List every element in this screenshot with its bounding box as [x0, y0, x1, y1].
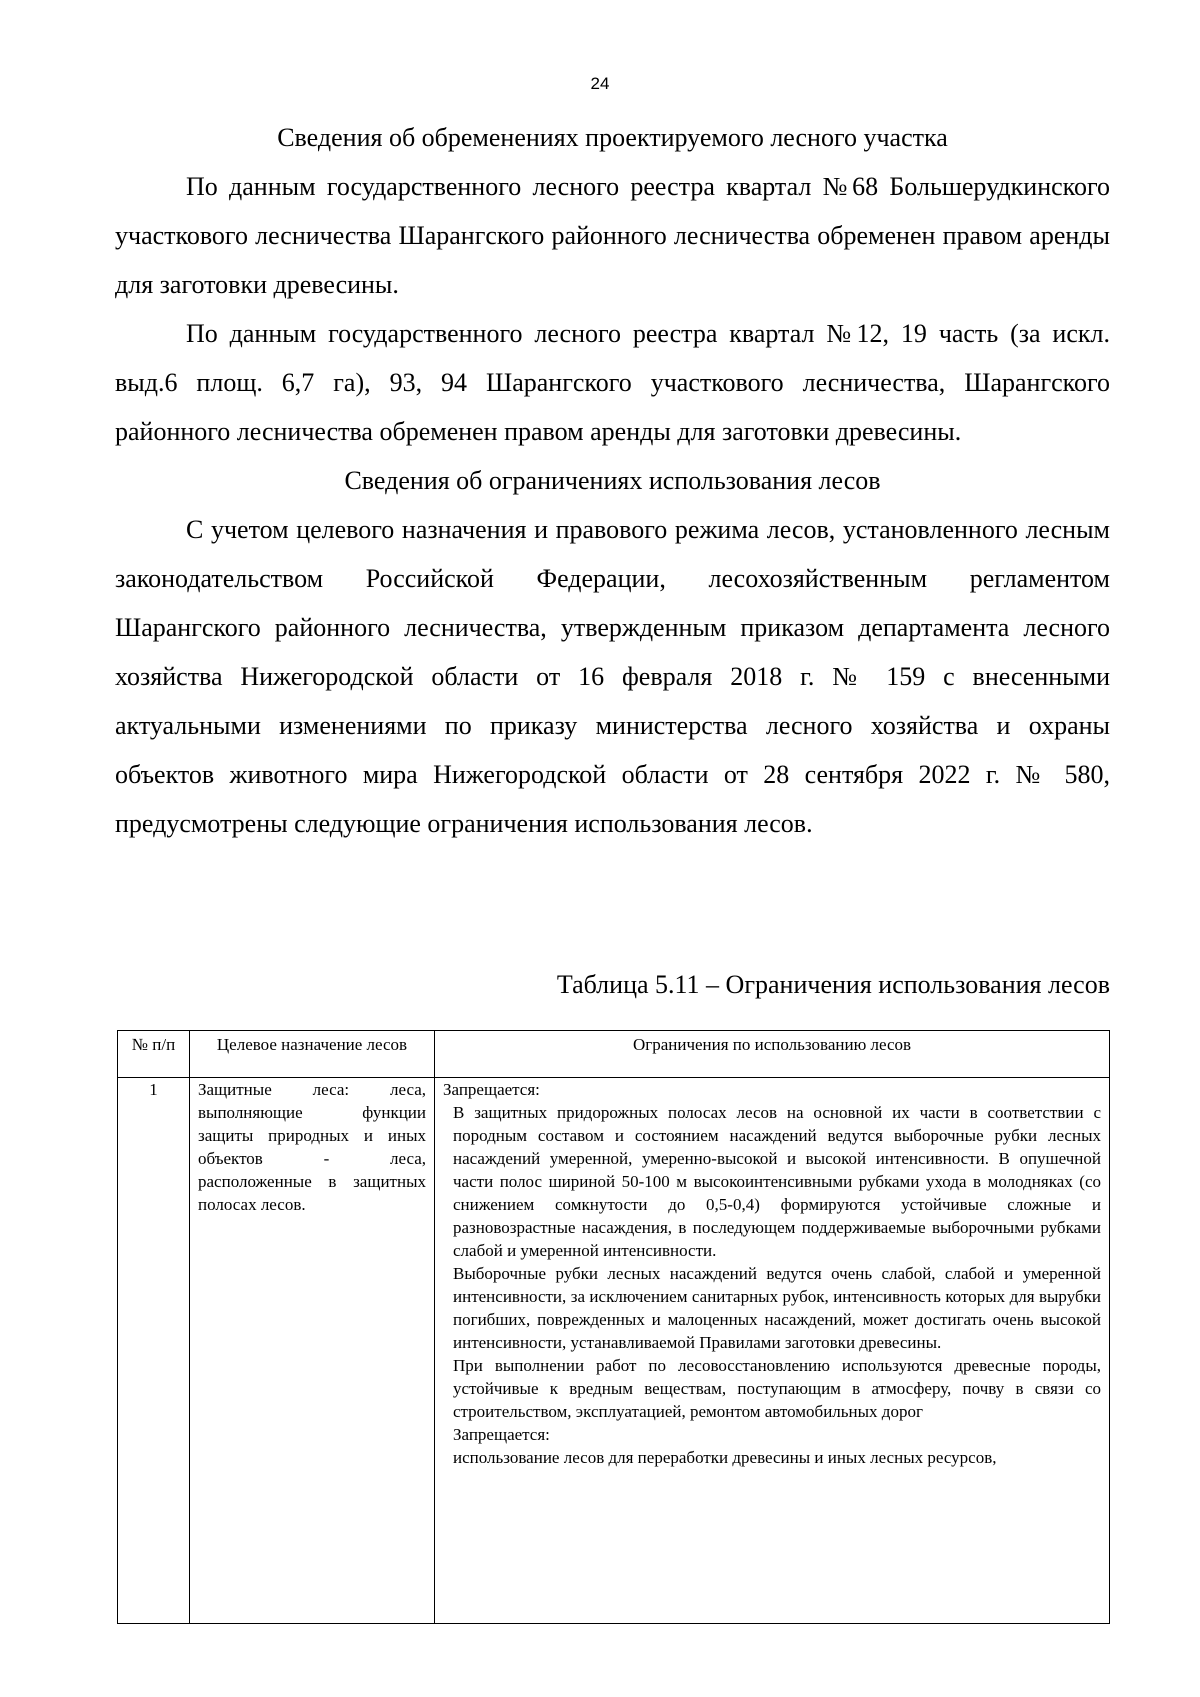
- row-restrictions: [435, 1078, 1110, 1624]
- body-text: [115, 113, 1110, 848]
- paragraph-encumbrance-2: По данным государственного лесного реестра квартал №12, 19 часть (за искл. выд.6 площ. 6,7 га), 93, 94 Шарангского участкового лесничества, Шарангского районного лесничества обременен правом аренды для заготовки древесины.: [115, 319, 1110, 446]
- row-purpose: Защитные леса: леса, выполняющие функции защиты природных и иных объектов - леса, расположенные в защитных полосах лесов.: [190, 1078, 435, 1624]
- table-header-row: [118, 1031, 1110, 1078]
- header-number: № п/п: [118, 1031, 190, 1078]
- restriction-line: использование лесов для переработки древесины и иных лесных ресурсов,: [453, 1448, 997, 1467]
- paragraph-restrictions: С учетом целевого назначения и правового режима лесов, установленного лесным законодательством Российской Федерации, лесохозяйственным регламентом Шарангского районного лесничества, утвержденным приказом департамента лесного хозяйства Нижегородской области от 16 февраля 2018 г. № 159 с внесенными актуальными изменениями по приказу министерства лесного хозяйства и охраны объектов животного мира Нижегородской области от 28 сентября 2022 г. № 580, предусмотрены следующие ограничения использования лесов.: [115, 515, 1110, 838]
- restrictions-table: [117, 1030, 1110, 1624]
- restriction-line: При выполнении работ по лесовосстановлению используются древесные породы, устойчивые к вредным веществам, поступающим в атмосферу, почву в связи со строительством, эксплуатацией, ремонтом автомобильных дорог: [453, 1356, 1101, 1421]
- header-purpose: Целевое назначение лесов: [190, 1031, 435, 1078]
- restriction-line: Запрещается:: [443, 1080, 540, 1099]
- table-row: [118, 1078, 1110, 1624]
- restriction-line: Запрещается:: [453, 1425, 550, 1444]
- paragraph-encumbrance-1: По данным государственного лесного реестра квартал №68 Большерудкинского участкового лесничества Шарангского районного лесничества обременен правом аренды для заготовки древесины.: [115, 172, 1110, 299]
- page-number: 24: [590, 74, 610, 93]
- restriction-line: В защитных придорожных полосах лесов на основной их части в соответствии с породным составом и состоянием насаждений ведутся выборочные рубки лесных насаждений умеренной, умеренно-высокой и высокой интенсивности. В опушечной части полос шириной 50-100 м высокоинтенсивными рубками ухода в молодняках (со снижением сомкнутости до 0,5-0,4) формируются устойчивые сложные и разновозрастные насаждения, в последующем поддерживаемые выборочными рубками слабой и умеренной интенсивности.: [453, 1103, 1101, 1260]
- header-restrictions: Ограничения по использованию лесов: [435, 1031, 1110, 1078]
- restriction-line: Выборочные рубки лесных насаждений ведутся очень слабой, слабой и умеренной интенсивности, за исключением санитарных рубок, интенсивность которых для вырубки погибших, поврежденных и малоценных насаждений, может достигать очень высокой интенсивности, устанавливаемой Правилами заготовки древесины.: [453, 1264, 1101, 1352]
- table-caption: Таблица 5.11 – Ограничения использования лесов: [556, 970, 1110, 999]
- section-heading-encumbrances: Сведения об обременениях проектируемого лесного участка: [277, 123, 948, 152]
- row-number: 1: [118, 1078, 190, 1624]
- section-heading-restrictions: Сведения об ограничениях использования лесов: [344, 466, 881, 495]
